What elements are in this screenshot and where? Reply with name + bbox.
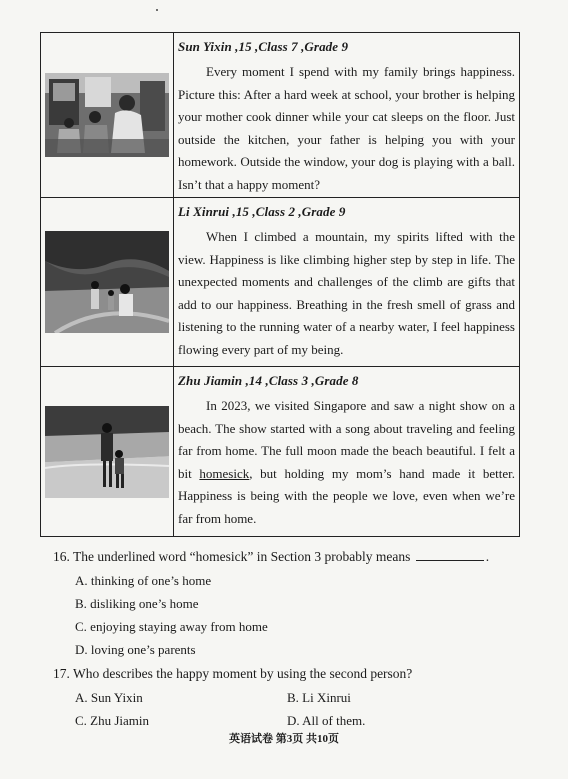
section-3-text-cell [174, 367, 519, 536]
section-2 [41, 198, 519, 367]
section-1 [41, 33, 519, 198]
section-2-body: When I climbed a mountain, my spirits lifted with the view. Happiness is like climbing higher step by step in life. The unexpected moments and challenges of the climb are gifts that add to our happiness. Breathing in the fresh smell of grass and listening to the running water of a nearby water, I feel happiness flowing every part of my being. [178, 229, 515, 357]
speck [156, 9, 158, 11]
section-3-header: Zhu Jiamin ,14 ,Class 3 ,Grade 8 [178, 373, 359, 388]
mountain-climbers-photo-icon [45, 231, 169, 333]
option-17-d[interactable]: D. All of them. [287, 713, 366, 728]
section-2-text-cell [174, 198, 519, 366]
option-17-a[interactable]: A. Sun Yixin [75, 690, 143, 705]
section-1-text [178, 61, 515, 197]
question-16-end: . [485, 549, 490, 564]
underlined-word: homesick [199, 465, 250, 481]
section-2-header: Li Xinrui ,15 ,Class 2 ,Grade 9 [178, 204, 346, 219]
family-photo-icon [45, 73, 169, 157]
beach-photo-icon [45, 406, 169, 498]
section-1-text-cell [174, 33, 519, 197]
section-2-picture-cell [41, 198, 174, 366]
section-1-header: Sun Yixin ,15 ,Class 7 ,Grade 9 [178, 39, 349, 54]
sections-table [40, 32, 520, 537]
section-2-text [178, 226, 515, 362]
section-3-body-end: , but holding my mom’s hand made it better. Happiness is being with the people we love, even when we’re far from home. [178, 465, 515, 526]
answer-blank [416, 560, 484, 561]
section-3-picture-cell [41, 367, 174, 536]
option-16-d[interactable]: D. loving one’s parents [75, 642, 196, 657]
option-17-b[interactable]: B. Li Xinrui [287, 690, 351, 705]
option-16-a[interactable]: A. thinking of one’s home [75, 573, 212, 588]
option-16-b[interactable]: B. disliking one’s home [75, 596, 199, 611]
section-3 [41, 367, 519, 536]
question-17-stem: 17. Who describes the happy moment by using the second person? [53, 666, 413, 681]
section-3-body-start: In 2023, we visited Singapore and saw a night show on a beach. The show started with a song about traveling and feeling far from home. The full moon made the beach beautiful. I felt a bit [178, 398, 515, 481]
option-17-c[interactable]: C. Zhu Jiamin [75, 713, 150, 728]
question-16-stem: 16. The underlined word “homesick” in Section 3 probably means [53, 549, 411, 564]
section-1-picture-cell [41, 33, 174, 197]
question-17 [53, 666, 412, 682]
page-footer: 英语试卷 第3页 共10页 [229, 733, 339, 745]
question-16 [53, 549, 489, 565]
section-3-text [178, 395, 515, 531]
option-16-c[interactable]: C. enjoying staying away from home [75, 619, 268, 634]
section-1-body: Every moment I spend with my family brings happiness. Picture this: After a hard week at school, your brother is helping your mother cook dinner while your cat sleeps on the floor. Just outside the kitchen, your father is helping you with your homework. Outside the window, your dog is playing with a ball. Isn’t that a happy moment? [178, 64, 515, 192]
